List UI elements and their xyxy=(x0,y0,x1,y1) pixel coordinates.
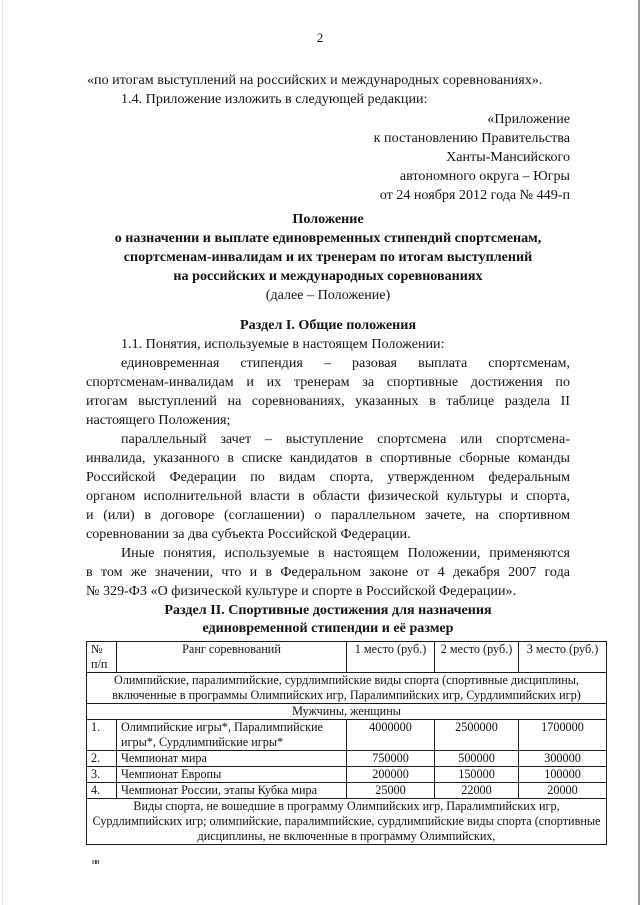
document-subtitle: на российских и международных соревнованиях xyxy=(173,268,483,284)
cell-third: 20000 xyxy=(519,783,607,799)
text-line: в том же значении, что и в Федеральном законе от 4 декабря 2007 года xyxy=(86,564,570,580)
cell-rank: Олимпийские игры*, Паралимпийские игры*, Сурдлимпийские игры* xyxy=(117,720,347,751)
cell-third: 300000 xyxy=(519,751,607,767)
text-line: параллельный зачет – выступление спортсмена или спортсмена- xyxy=(121,431,570,447)
table-subgroup-row xyxy=(87,704,607,720)
text-line: Иные понятия, используемые в настоящем Положении, применяются xyxy=(121,545,570,561)
document-title: Положение xyxy=(292,211,364,227)
text-line: спортсменам-инвалидам и их тренерам за спортивные достижения по xyxy=(86,374,570,390)
group-heading: Олимпийские, паралимпийские, сурдлимпийские виды спорта (спортивные дисциплины, включенные в программы Олимпийских игр, Паралимпийских игр, Сурдлимпийских игр) xyxy=(87,673,607,704)
awards-table xyxy=(86,641,607,845)
scan-edge xyxy=(2,0,3,905)
text-line: итогам выступлений на соревнованиях, указанных в таблице раздела II xyxy=(86,393,570,409)
text-line: 1.1. Понятия, используемые в настоящем Положении: xyxy=(121,336,445,352)
table-header-row xyxy=(87,642,607,673)
appendix-header-line: «Приложение xyxy=(487,111,570,127)
cell-second: 22000 xyxy=(435,783,519,799)
cell-second: 500000 xyxy=(435,751,519,767)
text-line: 1.4. Приложение изложить в следующей редакции: xyxy=(121,91,428,107)
group-heading: Виды спорта, не вошедшие в программу Олимпийских игр, Паралимпийских игр, Сурдлимпийских игр; олимпийские, паралимпийские, сурдлимпийские виды спорта (спортивные дисциплины, не включенные в программу Олимпийских, xyxy=(87,799,607,845)
cell-rank: Чемпионат России, этапы Кубка мира xyxy=(117,783,347,799)
cell-second: 2500000 xyxy=(435,720,519,751)
cell-first: 4000000 xyxy=(347,720,435,751)
header-rank: Ранг соревнований xyxy=(117,642,347,673)
document-subtitle-note: (далее – Положение) xyxy=(265,287,391,303)
table-row xyxy=(87,751,607,767)
table-group-row xyxy=(87,673,607,704)
text-line: единовременная стипендия – разовая выплата спортсменам, xyxy=(121,355,570,371)
document-subtitle: о назначении и выплате единовременных стипендий спортсменам, xyxy=(114,230,542,246)
table-group-row xyxy=(87,799,607,845)
text-line: органом исполнительной власти в области физической культуры и спорта, xyxy=(86,488,570,504)
table-row xyxy=(87,767,607,783)
section-heading: единовременной стипендии и её размер xyxy=(202,620,454,636)
header-first-place: 1 место (руб.) xyxy=(347,642,435,673)
cell-third: 100000 xyxy=(519,767,607,783)
text-line: настоящего Положения; xyxy=(86,412,231,428)
cell-third: 1700000 xyxy=(519,720,607,751)
cell-second: 150000 xyxy=(435,767,519,783)
text-line: инвалида, указанного в списке кандидатов в спортивные сборные команды xyxy=(86,450,570,466)
cell-rank: Чемпионат мира xyxy=(117,751,347,767)
text-line: № 329-ФЗ «О физической культуре и спорте в Российской Федерации». xyxy=(86,583,517,599)
header-second-place: 2 место (руб.) xyxy=(435,642,519,673)
header-num: № п/п xyxy=(87,642,117,673)
table-row xyxy=(87,720,607,751)
text-line: «по итогам выступлений на российских и международных соревнованиях». xyxy=(87,72,543,88)
appendix-header-line: автономного округа – Югры xyxy=(399,168,570,184)
document-subtitle: спортсменам-инвалидам и их тренерам по итогам выступлений xyxy=(123,249,533,265)
cell-rank: Чемпионат Европы xyxy=(117,767,347,783)
appendix-header-line: Ханты-Мансийского xyxy=(446,149,570,165)
cell-num: 2. xyxy=(87,751,117,767)
cell-first: 200000 xyxy=(347,767,435,783)
subgroup-heading: Мужчины, женщины xyxy=(87,704,607,720)
cell-num: 1. xyxy=(87,720,117,751)
table-row xyxy=(87,783,607,799)
text-line: и (или) в договоре (соглашении) о параллельном зачете, на спортивном xyxy=(86,507,570,523)
text-line: Российской Федерации по видам спорта, утвержденном федеральным xyxy=(86,469,570,485)
appendix-header-line: от 24 ноября 2012 года № 449-п xyxy=(379,187,570,203)
section-heading: Раздел II. Спортивные достижения для назначения xyxy=(164,602,492,618)
section-heading: Раздел I. Общие положения xyxy=(240,317,416,333)
footer-mark: ии xyxy=(92,857,99,866)
text-line: соревновании за два субъекта Российской Федерации. xyxy=(86,526,411,542)
cell-first: 750000 xyxy=(347,751,435,767)
appendix-header-line: к постановлению Правительства xyxy=(373,130,570,146)
page-number: 2 xyxy=(316,30,324,45)
cell-num: 3. xyxy=(87,767,117,783)
header-third-place: 3 место (руб.) xyxy=(519,642,607,673)
cell-num: 4. xyxy=(87,783,117,799)
cell-first: 25000 xyxy=(347,783,435,799)
